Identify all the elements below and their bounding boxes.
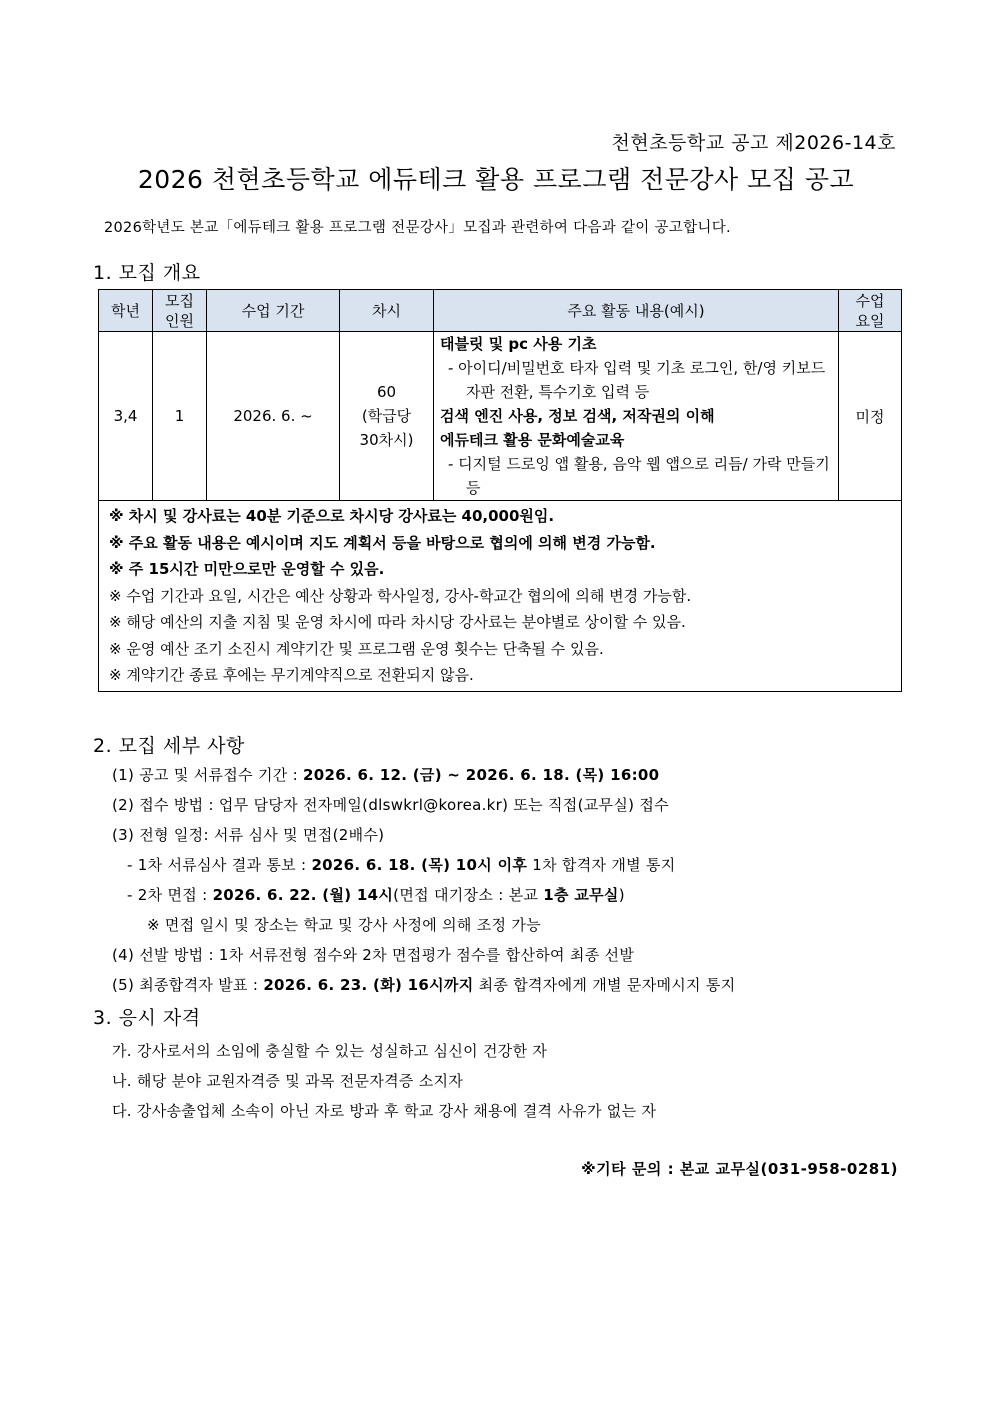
detail-line-5-end: ) (618, 886, 625, 904)
sessions-line2: (학급당 (361, 407, 412, 425)
detail-line-1-value: 2026. 6. 12. (금) ~ 2026. 6. 18. (목) 16:00 (303, 766, 660, 784)
cell-period: 2026. 6. ~ (207, 332, 340, 501)
detail-line-3: (3) 전형 일정: 서류 심사 및 면접(2배수) (112, 826, 385, 844)
detail-line-7: (4) 선발 방법 : 1차 서류전형 점수와 2차 면접평가 점수를 합산하여 최종 선발 (112, 946, 635, 964)
detail-line-4-rest: 1차 합격자 개별 통지 (527, 856, 676, 874)
detail-line-8-label: (5) 최종합격자 발표 : (112, 976, 264, 994)
contact-info: ※기타 문의 : 본교 교무실(031-958-0281) (581, 1160, 898, 1178)
sessions-line1: 60 (376, 383, 397, 401)
detail-line-1-label: (1) 공고 및 서류접수 기간 : (112, 766, 304, 784)
note-item: ※ 계약기간 종료 후에는 무기계약직으로 전환되지 않음. (109, 666, 474, 684)
header-count (153, 290, 207, 332)
detail-line-2: (2) 접수 방법 : 업무 담당자 전자메일(dlswkrl@korea.kr) 또는 직접(교무실) 접수 (112, 796, 669, 814)
cell-activity (434, 332, 839, 501)
sessions-line3: 30차시) (359, 431, 414, 449)
detail-line-1 (112, 764, 659, 785)
notice-number: 천현초등학교 공고 제2026-14호 (611, 132, 896, 154)
cell-count: 1 (153, 332, 207, 501)
table-row (99, 332, 902, 501)
notes-row (99, 501, 902, 692)
detail-line-5-label: - 2차 면접 : (127, 886, 213, 904)
header-grade: 학년 (99, 290, 153, 332)
section1-heading: 1. 모집 개요 (93, 262, 201, 284)
notes-cell (99, 501, 902, 692)
section3-heading: 3. 응시 자격 (93, 1007, 201, 1029)
activity-item-3: 에듀테크 활용 문화예술교육 (440, 431, 625, 449)
qualification-item: 다. 강사송출업체 소속이 아닌 자로 방과 후 학교 강사 채용에 결격 사유가 없는 자 (112, 1102, 657, 1120)
header-day-line2: 요일 (855, 311, 885, 330)
detail-line-8-value: 2026. 6. 23. (화) 16시까지 (263, 976, 474, 994)
note-item: ※ 주요 활동 내용은 예시이며 지도 계획서 등을 바탕으로 협의에 의해 변경 가능함. (109, 533, 656, 552)
detail-line-4-label: - 1차 서류심사 결과 통보 : (127, 856, 312, 874)
note-item: ※ 차시 및 강사료는 40분 기준으로 차시당 강사료는 40,000원임. (109, 507, 555, 525)
detail-line-8-rest: 최종 합격자에게 개별 문자메시지 통지 (473, 976, 736, 994)
header-day (839, 290, 902, 332)
header-sessions: 차시 (340, 290, 434, 332)
detail-line-5-value2: 1층 교무실 (543, 886, 619, 904)
note-item: ※ 운영 예산 조기 소진시 계약기간 및 프로그램 운영 횟수는 단축될 수 있음. (109, 639, 604, 658)
cell-sessions (340, 332, 434, 501)
recruitment-table (98, 289, 902, 692)
note-item: ※ 수업 기간과 요일, 시간은 예산 상황과 학사일정, 강사-학교간 협의에 의해 변경 가능함. (109, 586, 692, 605)
header-activity: 주요 활동 내용(예시) (434, 290, 839, 332)
header-count-line1: 모집 (165, 291, 194, 310)
activity-item-1-desc: - 아이디/비밀번호 타자 입력 및 기초 로그인, 한/영 키보드 자판 전환, 특수기호 입력 등 (448, 359, 826, 401)
detail-line-5-mid: (면접 대기장소 : 본교 (393, 886, 544, 904)
document-title: 2026 천현초등학교 에듀테크 활용 프로그램 전문강사 모집 공고 (137, 165, 855, 194)
cell-day: 미정 (839, 332, 902, 501)
section2-heading: 2. 모집 세부 사항 (93, 735, 245, 757)
header-period: 수업 기간 (207, 290, 340, 332)
detail-line-4-value: 2026. 6. 18. (목) 10시 이후 (311, 856, 528, 874)
intro-text: 2026학년도 본교「에듀테크 활용 프로그램 전문강사」모집과 관련하여 다음과 같이 공고합니다. (104, 220, 731, 236)
detail-line-4 (127, 854, 676, 875)
note-item: ※ 해당 예산의 지출 지침 및 운영 차시에 따라 차시당 강사료는 분야별로 상이할 수 있음. (109, 613, 686, 631)
qualification-item: 가. 강사로서의 소임에 충실할 수 있는 성실하고 심신이 건강한 자 (112, 1042, 548, 1060)
qualification-item: 나. 해당 분야 교원자격증 및 과목 전문자격증 소지자 (112, 1072, 464, 1090)
detail-line-8 (112, 974, 736, 995)
activity-item-3-desc: - 디지털 드로잉 앱 활용, 음악 웹 앱으로 리듬/ 가락 만들기 등 (448, 455, 830, 497)
header-count-line2: 인원 (165, 311, 194, 330)
activity-item-2: 검색 엔진 사용, 정보 검색, 저작권의 이해 (440, 407, 715, 425)
detail-line-5-value: 2026. 6. 22. (월) 14시 (212, 886, 394, 904)
table-header-row (99, 290, 902, 332)
cell-grade: 3,4 (99, 332, 153, 501)
note-item: ※ 주 15시간 미만으로만 운영할 수 있음. (109, 560, 385, 578)
activity-item-1: 태블릿 및 pc 사용 기초 (440, 335, 597, 353)
detail-line-5 (127, 884, 625, 905)
detail-line-6: ※ 면접 일시 및 장소는 학교 및 강사 사정에 의해 조정 가능 (147, 916, 541, 934)
header-day-line1: 수업 (855, 291, 885, 310)
